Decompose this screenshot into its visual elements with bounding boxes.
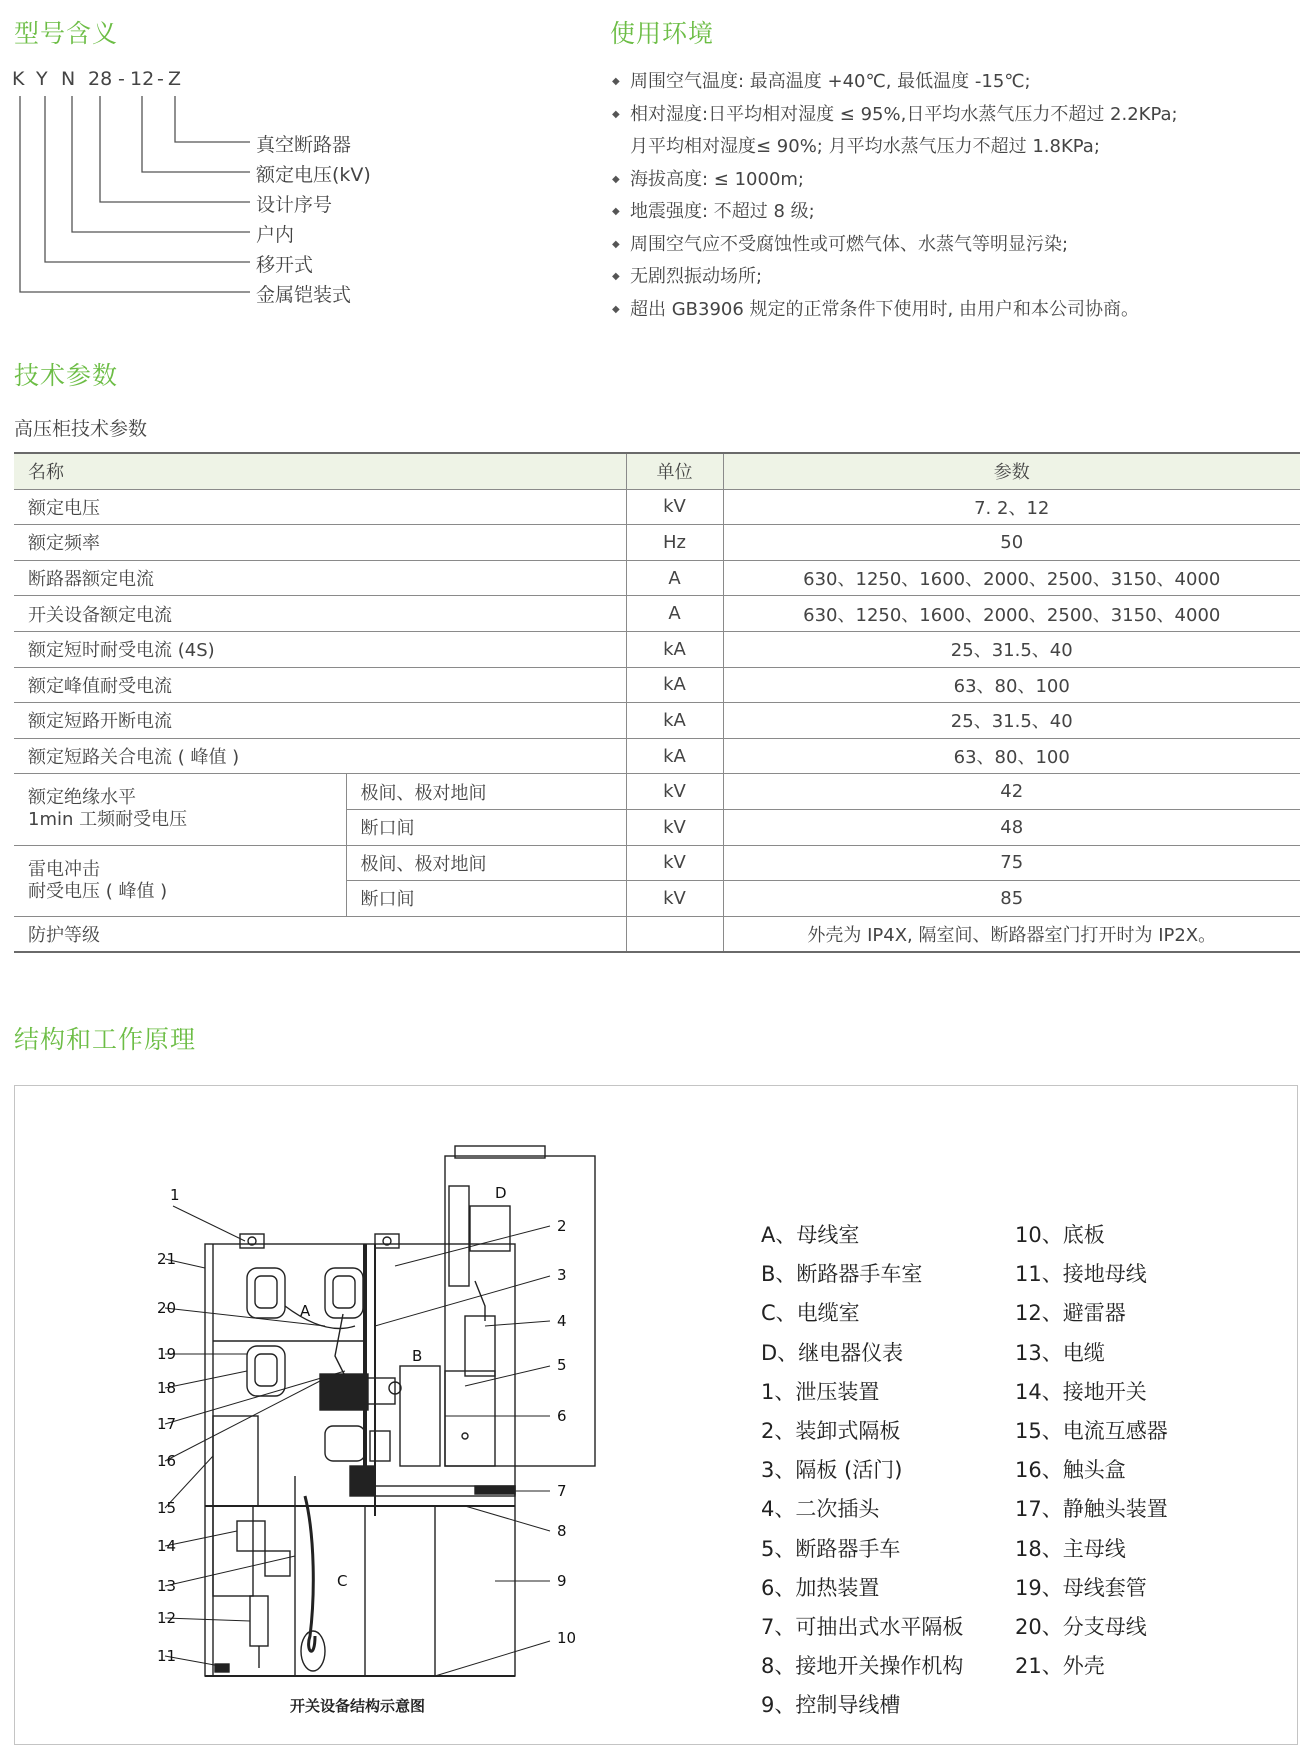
table-row <box>14 525 1300 561</box>
compartment-letter: A <box>300 1302 311 1320</box>
model-code-char: Y <box>36 68 48 90</box>
legend-item: 4、二次插头 <box>761 1497 880 1522</box>
row-value: 42 <box>723 774 1300 810</box>
breaker-truck <box>400 1366 440 1466</box>
row-value: 75 <box>723 845 1300 881</box>
surge-arrester <box>250 1596 268 1646</box>
legend-right-column <box>1015 1216 1168 1686</box>
compartment-letter: D <box>495 1184 507 1202</box>
row-unit: kA <box>626 738 723 774</box>
callout-number: 6 <box>557 1407 567 1425</box>
model-section-title: 型号含义 <box>14 19 119 48</box>
environment-item: ◆ 海拔高度: ≤ 1000m; <box>612 164 1302 197</box>
model-meaning-item: 户内 <box>256 224 295 246</box>
model-code-char: 12 <box>130 68 155 90</box>
group-name-line: 雷电冲击 <box>28 858 100 880</box>
callout-number: 19 <box>157 1345 177 1363</box>
row-value: 25、31.5、40 <box>723 631 1300 667</box>
header-value: 参数 <box>723 453 1300 489</box>
environment-item: ◆ 相对湿度:日平均相对湿度 ≤ 95%,日平均水蒸气压力不超过 2.2KPa; <box>612 99 1302 132</box>
table-row <box>14 560 1300 596</box>
callout-number: 3 <box>557 1266 567 1284</box>
lifting-eye <box>240 1234 264 1248</box>
relay-door-plate <box>449 1186 469 1286</box>
row-name: 额定电压 <box>14 489 626 525</box>
legend-item: 8、接地开关操作机构 <box>761 1654 964 1679</box>
row-value: 63、80、100 <box>723 667 1300 703</box>
legend-item: 21、外壳 <box>1015 1654 1105 1679</box>
table-row <box>14 916 1300 952</box>
table-row <box>14 703 1300 739</box>
model-meaning-item: 移开式 <box>256 254 314 276</box>
callout-number: 2 <box>557 1217 567 1235</box>
legend-item: A、母线室 <box>761 1223 860 1247</box>
bracket-line-12 <box>142 96 250 172</box>
row-value: 50 <box>723 525 1300 561</box>
legend-item: B、断路器手车室 <box>761 1262 923 1287</box>
row-unit: kV <box>626 774 723 810</box>
callout-number: 12 <box>157 1609 177 1627</box>
table-subtitle: 高压柜技术参数 <box>14 418 148 440</box>
callout-number: 18 <box>157 1379 177 1397</box>
legend-left-column <box>761 1216 963 1725</box>
legend-item: 16、触头盒 <box>1015 1458 1126 1483</box>
legend-item: 10、底板 <box>1015 1223 1105 1247</box>
row-subname: 断口间 <box>346 881 626 917</box>
parameters-table <box>14 452 1300 953</box>
row-unit: kV <box>626 809 723 845</box>
row-value: 25、31.5、40 <box>723 703 1300 739</box>
earthing-switch <box>237 1521 265 1551</box>
row-name: 额定短时耐受电流 (4S) <box>14 631 626 667</box>
legend-item: 14、接地开关 <box>1015 1379 1147 1404</box>
environment-item: 月平均相对湿度≤ 90%; 月平均水蒸气压力不超过 1.8KPa; <box>630 136 1100 157</box>
row-unit: Hz <box>626 525 723 561</box>
legend-item: 11、接地母线 <box>1015 1262 1147 1287</box>
legend-item: D、继电器仪表 <box>761 1340 904 1365</box>
row-unit: kA <box>626 703 723 739</box>
diagram-caption: 开关设备结构示意图 <box>290 1697 426 1715</box>
callout-number: 11 <box>157 1647 177 1665</box>
callout-number: 7 <box>557 1482 567 1500</box>
row-name: 额定短路开断电流 <box>14 703 626 739</box>
row-name: 额定短路关合电流 ( 峰值 ) <box>14 738 626 774</box>
group-name-line: 耐受电压 ( 峰值 ) <box>28 880 168 902</box>
callout-number: 20 <box>157 1299 177 1317</box>
model-meaning-item: 设计序号 <box>256 194 333 216</box>
legend-item: 5、断路器手车 <box>761 1536 901 1561</box>
row-value: 7. 2、12 <box>723 489 1300 525</box>
callout-number: 5 <box>557 1356 567 1374</box>
callout-number: 15 <box>157 1499 177 1517</box>
model-code-char: - <box>157 68 164 90</box>
model-meaning-item: 金属铠装式 <box>256 284 352 306</box>
row-name: 开关设备额定电流 <box>14 596 626 632</box>
legend-item: C、电缆室 <box>761 1301 860 1326</box>
table-row <box>14 631 1300 667</box>
row-unit: A <box>626 596 723 632</box>
row-value: 85 <box>723 881 1300 917</box>
lifting-eye <box>375 1234 399 1248</box>
row-value: 630、1250、1600、2000、2500、3150、4000 <box>723 560 1300 596</box>
switchgear-diagram <box>157 1116 665 1696</box>
legend-item: 6、加热装置 <box>761 1575 880 1600</box>
row-subname: 极间、极对地间 <box>346 774 626 810</box>
relay-chamber <box>445 1156 595 1466</box>
callout-number: 13 <box>157 1577 177 1595</box>
environment-section-title: 使用环境 <box>610 19 715 48</box>
model-meaning-item: 额定电压(kV) <box>256 164 371 186</box>
environment-item: ◆ 周围空气温度: 最高温度 +40℃, 最低温度 -15℃; <box>612 66 1302 99</box>
row-unit: kV <box>626 489 723 525</box>
callout-number: 17 <box>157 1415 177 1433</box>
row-value: 外壳为 IP4X, 隔室间、断路器室门打开时为 IP2X。 <box>723 916 1300 952</box>
callout-number: 10 <box>557 1629 577 1647</box>
legend-item: 13、电缆 <box>1015 1340 1105 1365</box>
model-bracket-lines <box>0 0 260 310</box>
environment-list <box>612 66 1302 326</box>
heater <box>325 1426 365 1461</box>
row-unit: kA <box>626 667 723 703</box>
legend-item: 15、电流互感器 <box>1015 1418 1168 1443</box>
table-row <box>14 667 1300 703</box>
environment-item: ◆ 地震强度: 不超过 8 级; <box>612 196 1302 229</box>
legend-item: 7、可抽出式水平隔板 <box>761 1614 964 1639</box>
callout-number: 4 <box>557 1312 567 1330</box>
table-row <box>14 845 1300 881</box>
structure-section-title: 结构和工作原理 <box>14 1025 197 1054</box>
contact-box <box>320 1374 368 1410</box>
row-unit: kV <box>626 845 723 881</box>
legend-item: 9、控制导线槽 <box>761 1693 901 1718</box>
row-unit <box>626 916 723 952</box>
callout-number: 14 <box>157 1537 177 1555</box>
legend-item: 2、装卸式隔板 <box>761 1418 901 1443</box>
group-name-line: 额定绝缘水平 <box>28 787 136 809</box>
callout-number: 9 <box>557 1572 567 1590</box>
row-name: 防护等级 <box>14 916 626 952</box>
row-name: 额定峰值耐受电流 <box>14 667 626 703</box>
model-code-char: K <box>12 68 25 90</box>
group-name-insulation <box>14 774 346 845</box>
model-code-char: Z <box>168 68 182 90</box>
table-row <box>14 489 1300 525</box>
header-unit: 单位 <box>626 453 723 489</box>
row-subname: 极间、极对地间 <box>346 845 626 881</box>
legend-item: 12、避雷器 <box>1015 1301 1126 1326</box>
compartment-letter: B <box>412 1347 423 1365</box>
legend-item: 19、母线套管 <box>1015 1575 1147 1600</box>
model-code-char: 28 <box>88 68 113 90</box>
row-unit: kA <box>626 631 723 667</box>
model-code-char: N <box>61 68 76 90</box>
row-name: 断路器额定电流 <box>14 560 626 596</box>
model-meaning-item: 真空断路器 <box>256 134 352 156</box>
group-name-lightning <box>14 845 346 916</box>
callout-number: 21 <box>157 1250 177 1268</box>
legend-item: 20、分支母线 <box>1015 1614 1147 1639</box>
row-value: 48 <box>723 809 1300 845</box>
row-value: 63、80、100 <box>723 738 1300 774</box>
row-subname: 断口间 <box>346 809 626 845</box>
model-code-char: - <box>118 68 125 90</box>
bracket-line-z <box>175 96 250 142</box>
legend-item: 3、隔板 (活门) <box>761 1458 903 1483</box>
environment-item: ◆ 无剧烈振动场所; <box>612 261 1302 294</box>
table-row <box>14 738 1300 774</box>
legend-item: 18、主母线 <box>1015 1536 1126 1561</box>
callout-number: 8 <box>557 1522 567 1540</box>
legend-item: 1、泄压装置 <box>761 1379 880 1404</box>
table-header-row <box>14 453 1300 489</box>
legend-item: 17、静触头装置 <box>1015 1497 1168 1522</box>
row-unit: A <box>626 560 723 596</box>
callout-number: 1 <box>170 1186 180 1204</box>
environment-item: ◆ 超出 GB3906 规定的正常条件下使用时, 由用户和本公司协商。 <box>612 294 1302 327</box>
bracket-line-n <box>72 96 250 232</box>
row-value: 630、1250、1600、2000、2500、3150、4000 <box>723 596 1300 632</box>
callout-number: 16 <box>157 1452 177 1470</box>
structure-panel <box>14 1085 1298 1745</box>
group-name-line: 1min 工频耐受电压 <box>28 809 188 831</box>
row-unit: kV <box>626 881 723 917</box>
tech-section-title: 技术参数 <box>14 361 119 390</box>
environment-item: ◆ 周围空气应不受腐蚀性或可燃气体、水蒸气等明显污染; <box>612 229 1302 262</box>
current-transformer <box>213 1416 258 1506</box>
header-name: 名称 <box>14 453 626 489</box>
compartment-letter: C <box>337 1572 348 1590</box>
row-name: 额定频率 <box>14 525 626 561</box>
bracket-line-y <box>45 96 250 262</box>
table-row <box>14 596 1300 632</box>
table-row <box>14 774 1300 810</box>
cable <box>305 1496 315 1651</box>
